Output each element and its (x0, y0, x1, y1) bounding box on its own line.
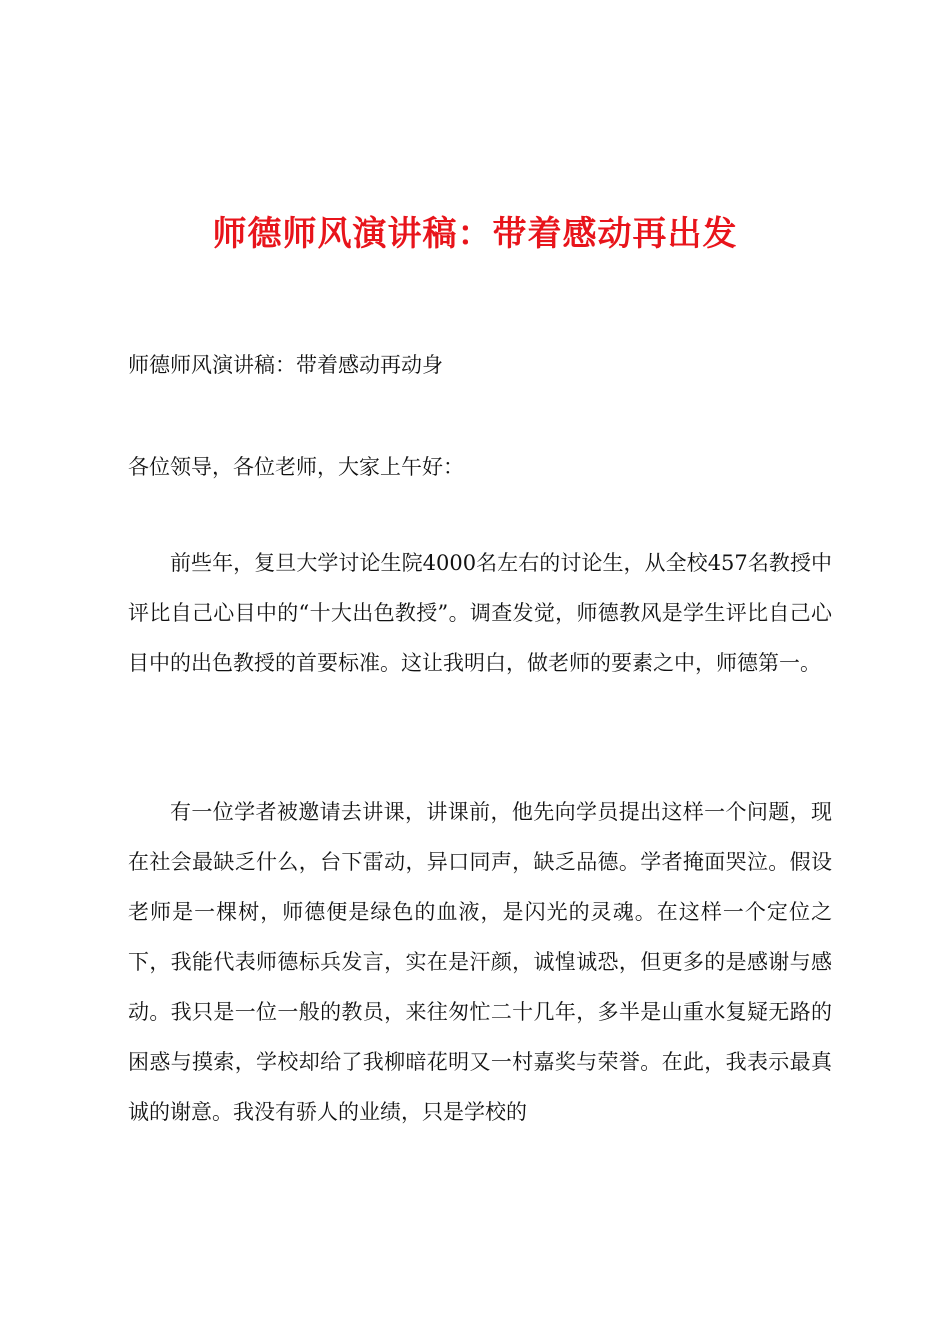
paragraph-2: 有一位学者被邀请去讲课，讲课前，他先向学员提出这样一个问题，现在社会最缺乏什么，台下雷动，异口同声，缺乏品德。学者掩面哭泣。假设老师是一棵树，师德便是绿色的血液，是闪光的灵魂。在这样一个定位之下，我能代表师德标兵发言，实在是汗颜，诚惶诚恐，但更多的是感谢与感动。我只是一位一般的教员，来往匆忙二十几年，多半是山重水复疑无路的困惑与摸索，学校却给了我柳暗花明又一村嘉奖与荣誉。在此，我表示最真诚的谢意。我没有骄人的业绩，只是学校的 (128, 800, 832, 1124)
document-subtitle: 师德师风演讲稿：带着感动再动身 (128, 353, 443, 377)
greeting-line: 各位领导，各位老师，大家上午好： (128, 455, 464, 479)
paragraph-1: 前些年，复旦大学讨论生院4000名左右的讨论生，从全校457名教授中评比自己心目中的“十大出色教授”。调查发觉，师德教风是学生评比自己心目中的出色教授的首要标准。这让我明白，做老师的要素之中，师德第一。 (128, 551, 832, 675)
document-title: 师德师风演讲稿：带着感动再出发 (212, 214, 738, 254)
